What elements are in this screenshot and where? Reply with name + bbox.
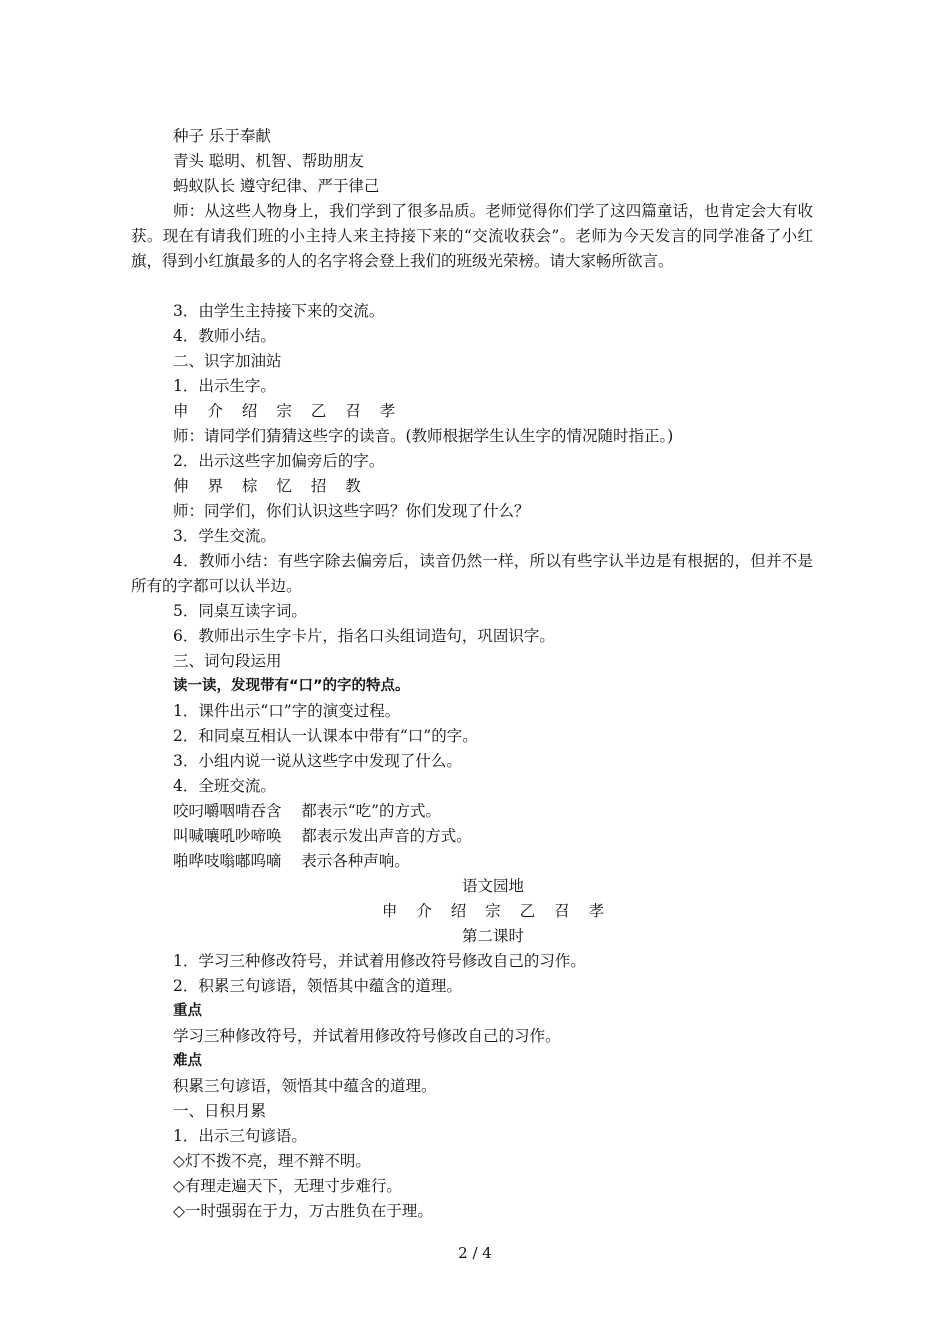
mouth-line: 咬叼嚼咽啃吞含 都表示“吃”的方式。 <box>173 802 442 820</box>
summary-paragraph: 4．教师小结：有些字除去偏旁后，读音仍然一样，所以有些字认半边是有根据的，但并不是所有的字都可以认半边。 <box>131 552 813 595</box>
char: 招 <box>310 477 327 495</box>
key-label: 重点 <box>173 1003 202 1019</box>
char: 绍 <box>241 402 258 420</box>
section-1-steps <box>173 299 813 549</box>
lesson-title: 第二课时 <box>461 927 524 945</box>
char: 申 <box>173 402 189 420</box>
char-list <box>173 474 813 499</box>
quality-line: 种子 乐于奉献 <box>173 127 271 145</box>
char: 申 <box>381 902 398 920</box>
step-item: 2．出示这些字加偏旁后的字。 <box>173 452 385 470</box>
step-item: 3．小组内说一说从这些字中发现了什么。 <box>173 752 462 770</box>
char: 介 <box>416 902 432 920</box>
teacher-paragraph: 师：从这些人物身上，我们学到了很多品质。老师觉得你们学了这四篇童话，也肯定会大有收获。现在有请我们班的小主持人来主持接下来的“交流收获会”。老师为今天发言的同学准备了小红旗，得到小红旗最多的人的名字将会登上我们的班级光荣榜。请大家畅所欲言。 <box>131 202 813 270</box>
document-body <box>173 124 813 199</box>
step-item: 6．教师出示生字卡片，指名口头组词造句，巩固识字。 <box>173 627 555 645</box>
step-item: 1．出示生字。 <box>173 377 276 395</box>
char-list <box>173 399 813 424</box>
mouth-line: 叫喊嚷吼吵啼唤 都表示发出声音的方式。 <box>173 827 472 845</box>
step-item: 4．教师小结。 <box>173 327 276 345</box>
page-number: 2 / 4 <box>458 1244 492 1262</box>
char: 乙 <box>310 402 327 420</box>
char: 孝 <box>379 402 396 420</box>
section-title: 语文园地 <box>461 877 524 895</box>
proverb: ◇有理走遍天下，无理寸步难行。 <box>173 1177 402 1195</box>
difficulty-text: 积累三句谚语，领悟其中蕴含的道理。 <box>173 1077 437 1095</box>
char: 孝 <box>588 902 605 920</box>
proverb: ◇一时强弱在于力，万古胜负在于理。 <box>173 1202 433 1220</box>
title-char-list <box>131 899 855 924</box>
section-2-rest <box>173 599 813 874</box>
section-heading: 一、日积月累 <box>173 1102 267 1120</box>
step-item: 4．全班交流。 <box>173 777 276 795</box>
teacher-line: 师：请同学们猜猜这些字的读音。(教师根据学生认生字的情况随时指正。) <box>173 427 674 445</box>
proverb: ◇灯不拨不亮，理不辩不明。 <box>173 1152 371 1170</box>
step-item: 1．出示三句谚语。 <box>173 1127 307 1145</box>
key-text: 学习三种修改符号，并试着用修改符号修改自己的习作。 <box>173 1027 561 1045</box>
quality-line: 青头 聪明、机智、帮助朋友 <box>173 152 364 170</box>
char: 绍 <box>450 902 467 920</box>
char: 棕 <box>241 477 258 495</box>
difficulty-label: 难点 <box>173 1053 202 1069</box>
bold-heading: 读一读，发现带有“口”的字的特点。 <box>173 678 410 694</box>
char: 界 <box>207 477 223 495</box>
step-item: 1．课件出示“口”字的演变过程。 <box>173 702 401 720</box>
char: 宗 <box>485 902 501 920</box>
char: 宗 <box>276 402 292 420</box>
step-item: 3．由学生主持接下来的交流。 <box>173 302 385 320</box>
goal-item: 2．积累三句谚语，领悟其中蕴含的道理。 <box>173 977 462 995</box>
lesson-body <box>173 949 813 1224</box>
char: 伸 <box>173 477 189 495</box>
char: 乙 <box>519 902 536 920</box>
title-block <box>131 874 855 949</box>
char: 召 <box>345 402 361 420</box>
char: 忆 <box>276 477 292 495</box>
goal-item: 1．学习三种修改符号，并试着用修改符号修改自己的习作。 <box>173 952 586 970</box>
step-item: 2．和同桌互相认一认课本中带有“口”的字。 <box>173 727 478 745</box>
char: 教 <box>345 477 361 495</box>
section-heading: 三、词句段运用 <box>173 652 282 670</box>
section-heading: 二、识字加油站 <box>173 352 282 370</box>
step-item: 3．学生交流。 <box>173 527 276 545</box>
quality-line: 蚂蚁队长 遵守纪律、严于律己 <box>173 177 380 195</box>
mouth-line: 啪哗吱嗡嘟呜嘀 表示各种声响。 <box>173 852 410 870</box>
char: 召 <box>554 902 570 920</box>
teacher-line: 师：同学们，你们认识这些字吗？你们发现了什么？ <box>173 502 530 520</box>
char: 介 <box>207 402 223 420</box>
step-item: 5．同桌互读字词。 <box>173 602 307 620</box>
